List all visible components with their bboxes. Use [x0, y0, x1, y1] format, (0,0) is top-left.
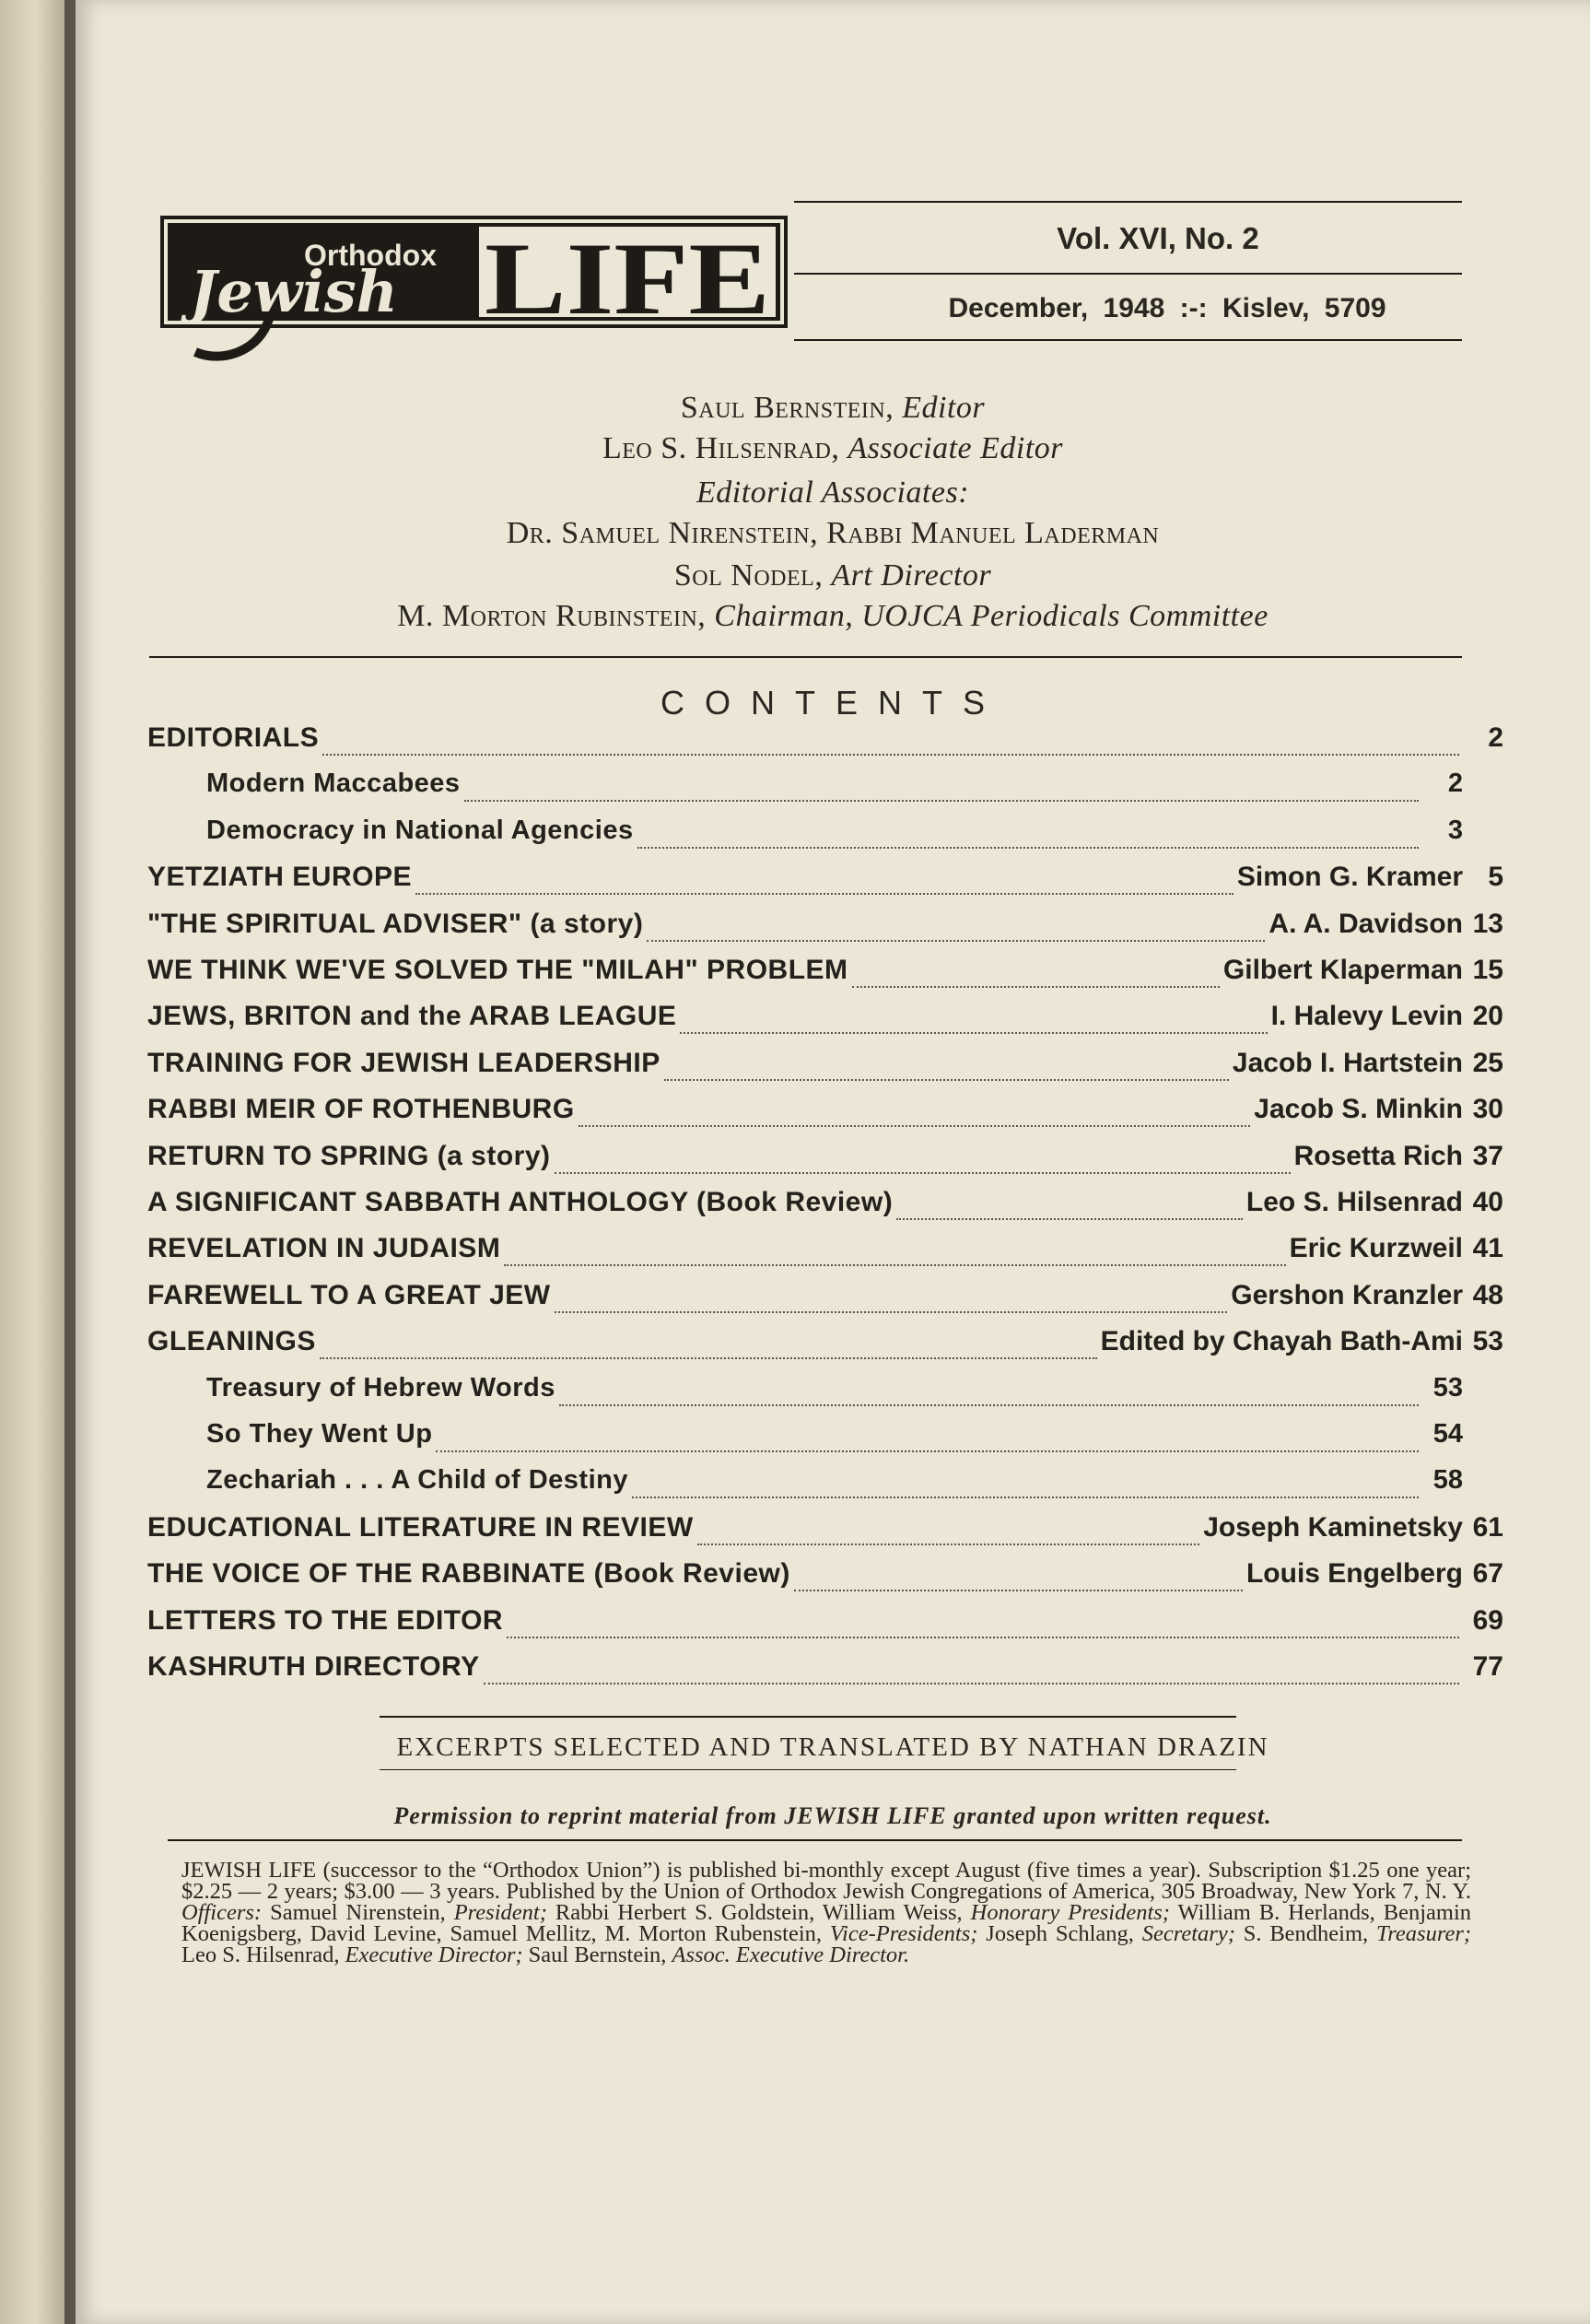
- staff-art-director: Sol Nodel, Art Director: [673, 558, 992, 593]
- toc-entry-title: JEWS, BRITON and the ARAB LEAGUE: [147, 1001, 677, 1032]
- toc-leader-dots: [664, 1078, 1229, 1081]
- toc-entry-title: REVELATION IN JUDAISM: [147, 1233, 501, 1264]
- toc-entry-title: RETURN TO SPRING (a story): [147, 1140, 551, 1171]
- toc-entry: [147, 1511, 1503, 1555]
- logo-orthodox-text: Orthodox: [304, 239, 437, 272]
- toc-entry: [206, 1419, 1463, 1461]
- toc-entry-page: 67: [1472, 1558, 1503, 1590]
- toc-entry-page: 77: [1472, 1651, 1503, 1682]
- toc-entry-title: EDUCATIONAL LITERATURE IN REVIEW: [147, 1511, 694, 1543]
- reprint-permission: Permission to reprint material from JEWISH LIFE granted upon written request.: [393, 1802, 1272, 1829]
- toc-entry: [147, 1326, 1503, 1368]
- toc-leader-dots: [896, 1217, 1243, 1220]
- toc-entry-title: TRAINING FOR JEWISH LEADERSHIP: [147, 1047, 661, 1078]
- toc-entry-author: Jacob S. Minkin: [1254, 1094, 1463, 1125]
- toc-entry: [147, 1187, 1503, 1229]
- excerpts-rule: [380, 1716, 1236, 1718]
- toc-entry-author: Eric Kurzweil: [1289, 1233, 1463, 1264]
- toc-leader-dots: [579, 1124, 1251, 1127]
- toc-leader-dots: [484, 1682, 1459, 1684]
- toc-entry: [147, 1558, 1503, 1601]
- page-binding: [0, 0, 64, 2324]
- staff-rule: [149, 656, 1462, 658]
- toc-entry-author: Simon G. Kramer: [1236, 862, 1463, 893]
- footer-rule: [168, 1839, 1462, 1841]
- volume-number: Vol. XVI, No. 2: [1057, 221, 1259, 255]
- toc-leader-dots: [632, 1496, 1419, 1498]
- toc-entry: [147, 1604, 1503, 1648]
- staff-associates-names: Dr. Samuel Nirenstein, Rabbi Manuel Laderman: [506, 516, 1160, 550]
- toc-entry: [206, 1372, 1463, 1415]
- toc-leader-dots: [320, 1356, 1097, 1359]
- masthead-rule-mid: [794, 273, 1462, 275]
- toc-entry-title: LETTERS TO THE EDITOR: [147, 1604, 504, 1636]
- toc-entry-title: "THE SPIRITUAL ADVISER" (a story): [147, 908, 644, 939]
- toc-entry: [147, 1279, 1503, 1322]
- staff-editor: Saul Bernstein, Editor: [680, 391, 986, 425]
- toc-entry: [147, 1233, 1503, 1275]
- toc-entry-author: Edited by Chayah Bath-Ami: [1100, 1326, 1463, 1357]
- toc-entry-author: Leo S. Hilsenrad: [1245, 1187, 1463, 1217]
- issue-date: December, 1948 :-: Kislev, 5709: [948, 293, 1386, 323]
- toc-entry-author: I. Halevy Levin: [1270, 1001, 1463, 1032]
- toc-entry: [147, 1140, 1503, 1183]
- toc-entry: [147, 908, 1503, 951]
- toc-entry-title: GLEANINGS: [147, 1326, 316, 1357]
- toc-leader-dots: [559, 1403, 1419, 1406]
- toc-leader-dots: [697, 1543, 1200, 1545]
- toc-entry: [147, 955, 1503, 997]
- toc-entry-title: A SIGNIFICANT SABBATH ANTHOLOGY (Book Review): [147, 1187, 894, 1217]
- toc-entry-author: Louis Engelberg: [1245, 1558, 1463, 1590]
- toc-entry: [147, 1047, 1503, 1090]
- toc-entry-page: 41: [1472, 1233, 1503, 1264]
- toc-entry-author: Rosetta Rich: [1293, 1140, 1463, 1171]
- toc-entry-page: 40: [1472, 1187, 1503, 1217]
- logo-jewish-text: Jewish: [190, 258, 398, 325]
- toc-entry-page: 5: [1488, 862, 1503, 893]
- toc-entry-page: 15: [1472, 955, 1503, 985]
- toc-leader-dots: [504, 1263, 1285, 1266]
- toc-entry: [206, 815, 1463, 858]
- toc-entry-title: Treasury of Hebrew Words: [206, 1372, 555, 1403]
- toc-entry-title: THE VOICE OF THE RABBINATE (Book Review): [147, 1558, 790, 1590]
- toc-entry-page: 54: [1432, 1419, 1463, 1449]
- toc-entry-title: WE THINK WE'VE SOLVED THE "MILAH" PROBLEM: [147, 955, 848, 985]
- toc-leader-dots: [637, 846, 1419, 849]
- toc-entry-author: A. A. Davidson: [1268, 908, 1463, 939]
- magazine-page: [76, 0, 1590, 2324]
- toc-entry-title: EDITORIALS: [147, 722, 320, 753]
- toc-entry-title: Modern Maccabees: [206, 769, 461, 799]
- logo-life-text: LIFE: [485, 222, 770, 336]
- toc-entry-page: 3: [1447, 815, 1463, 845]
- toc-entry-title: RABBI MEIR OF ROTHENBURG: [147, 1094, 575, 1125]
- toc-entry-page: 2: [1447, 769, 1463, 799]
- toc-entry-page: 2: [1488, 722, 1503, 753]
- toc-leader-dots: [555, 1310, 1228, 1313]
- staff-associate-editor: Leo S. Hilsenrad, Associate Editor: [602, 431, 1064, 465]
- toc-entry-page: 30: [1472, 1094, 1503, 1125]
- toc-entry: [147, 722, 1503, 765]
- toc-leader-dots: [647, 939, 1265, 942]
- toc-entry-page: 58: [1432, 1465, 1463, 1496]
- toc-entry: [147, 1094, 1503, 1136]
- toc-leader-dots: [322, 753, 1459, 756]
- toc-entry-title: YETZIATH EUROPE: [147, 862, 412, 893]
- toc-entry-title: So They Went Up: [206, 1419, 433, 1449]
- excerpts-rule-bottom: [380, 1769, 1236, 1770]
- toc-entry-author: Joseph Kaminetsky: [1203, 1511, 1463, 1543]
- toc-entry-page: 13: [1472, 908, 1503, 939]
- toc-leader-dots: [415, 892, 1233, 895]
- masthead-rule-bottom: [794, 339, 1462, 341]
- jewish-life-logo: [158, 138, 789, 364]
- toc-leader-dots: [794, 1589, 1243, 1591]
- staff-editorial-associates-label: Editorial Associates:: [696, 475, 970, 510]
- toc-entry-author: Jacob I. Hartstein: [1232, 1047, 1463, 1078]
- toc-leader-dots: [852, 985, 1220, 988]
- toc-leader-dots: [436, 1450, 1419, 1452]
- toc-entry: [147, 1651, 1503, 1694]
- excerpts-credit: EXCERPTS SELECTED AND TRANSLATED BY NATHAN DRAZIN: [396, 1732, 1269, 1762]
- toc-entry-title: Democracy in National Agencies: [206, 815, 634, 845]
- toc-leader-dots: [464, 799, 1419, 802]
- toc-entry: [147, 1001, 1503, 1043]
- toc-entry-page: 37: [1472, 1140, 1503, 1171]
- toc-entry-title: KASHRUTH DIRECTORY: [147, 1651, 480, 1682]
- toc-entry-page: 53: [1432, 1372, 1463, 1403]
- staff-chairman: M. Morton Rubinstein, Chairman, UOJCA Periodicals Committee: [397, 599, 1268, 633]
- masthead-rule-top: [794, 201, 1462, 203]
- toc-leader-dots: [680, 1031, 1267, 1034]
- toc-entry: [147, 862, 1503, 904]
- toc-entry-title: Zechariah . . . A Child of Destiny: [206, 1465, 628, 1496]
- toc-leader-dots: [555, 1171, 1291, 1174]
- toc-entry-author: Gershon Kranzler: [1231, 1279, 1463, 1310]
- toc-entry-page: 48: [1472, 1279, 1503, 1310]
- toc-leader-dots: [507, 1636, 1459, 1638]
- toc-entry-page: 61: [1472, 1511, 1503, 1543]
- publication-info: JEWISH LIFE (successor to the “Orthodox Union”) is published bi-monthly except August (five times a year). Subscription $1.25 one year; $2.25 — 2 years; $3.00 — 3 years. Published by the Union of Orthodox Jewish Congregations of America, 305 Broadway, New York 7, N. Y. Officers: Samuel Nirenstein, President; Rabbi Herbert S. Goldstein, William Weiss, Honorary Presidents; William B. Herlands, Benjamin Koenigsberg, David Levine, Samuel Mellitz, M. Morton Rubenstein, Vice-Presidents; Joseph Schlang, Secretary; S. Bendheim, Treasurer; Leo S. Hilsenrad, Executive Director; Saul Bernstein, Assoc. Executive Director.: [181, 1858, 1472, 1967]
- toc-entry-page: 20: [1472, 1001, 1503, 1032]
- contents-heading: CONTENTS: [661, 684, 1005, 722]
- toc-entry-page: 69: [1472, 1604, 1503, 1636]
- toc-entry: [206, 1465, 1463, 1508]
- toc-entry-title: FAREWELL TO A GREAT JEW: [147, 1279, 551, 1310]
- toc-entry: [206, 769, 1463, 811]
- toc-entry-author: Gilbert Klaperman: [1222, 955, 1463, 985]
- toc-entry-page: 53: [1472, 1326, 1503, 1357]
- toc-entry-page: 25: [1472, 1047, 1503, 1078]
